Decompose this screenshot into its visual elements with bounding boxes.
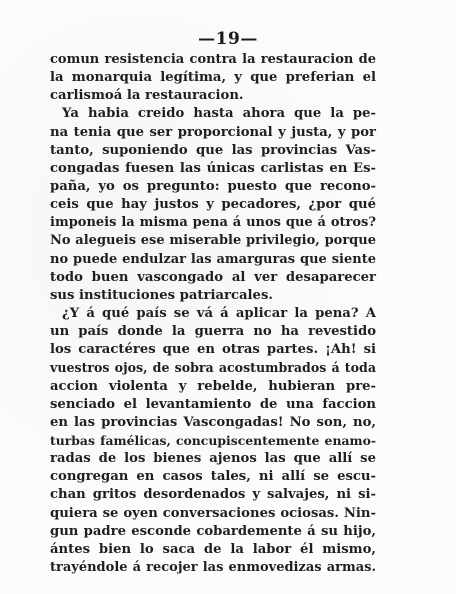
text-line: carlismoá la restauracion. — [50, 88, 244, 104]
text-line: ceis que hay justos y pecadores, ¿por qué — [50, 197, 376, 213]
text-line: chan gritos desordenados y salvajes, ni si- — [50, 487, 376, 503]
text-line: vuestros ojos, de sobra acostumbrados á toda — [50, 360, 376, 376]
text-line: la monarquia legítima, y que preferian el — [50, 70, 376, 86]
text-line: paña, yo os pregunto: puesto que recono- — [50, 178, 376, 194]
text-line: trayéndole á recojer las enmovedizas armas. — [50, 559, 376, 575]
text-line: un país donde la guerra no ha revestido — [50, 324, 376, 340]
text-line: ántes bien lo saca de la labor él mismo, — [50, 541, 376, 557]
text-line: turbas famélicas, concupiscentemente enamo- — [50, 432, 376, 448]
text-line: los caractéres que en otras partes. ¡Ah! si — [50, 342, 376, 358]
text-line: congregan en casos tales, ni allí se escu- — [50, 469, 376, 485]
text-line: accion violenta y rebelde, hubieran pre- — [50, 378, 376, 394]
text-line: quiera se oyen conversaciones ociosas. Nin- — [50, 505, 376, 521]
text-line: No alegueis ese miserable privilegio, porque — [50, 233, 376, 249]
text-line: ¿Y á qué país se vá á aplicar la pena? A — [62, 305, 376, 321]
body-text — [50, 51, 376, 577]
text-line: Ya habia creido hasta ahora que la pe- — [62, 106, 376, 122]
text-line: no puede endulzar las amarguras que siente — [50, 251, 376, 267]
text-line: sus instituciones patriarcales. — [50, 287, 273, 303]
text-line: comun resistencia contra la restauracion de — [50, 52, 376, 67]
text-line: imponeis la misma pena á unos que á otros? — [50, 215, 376, 231]
text-line: todo buen vascongado al ver desaparecer — [50, 269, 376, 285]
text-line: gun padre esconde cobardemente á su hijo, — [50, 523, 376, 539]
page-number: —19— — [198, 29, 258, 49]
text-line: tanto, suponiendo que las provincias Vas- — [50, 142, 376, 158]
text-line: senciado el levantamiento de una faccion — [50, 396, 376, 412]
text-line: congadas fuesen las únicas carlistas en Es- — [50, 160, 376, 176]
text-line: na tenia que ser proporcional y justa, y por — [50, 124, 376, 140]
text-line: radas de los bienes ajenos las que allí se — [50, 451, 376, 467]
text-line: en las provincias Vascongadas! No son, no, — [50, 414, 376, 430]
